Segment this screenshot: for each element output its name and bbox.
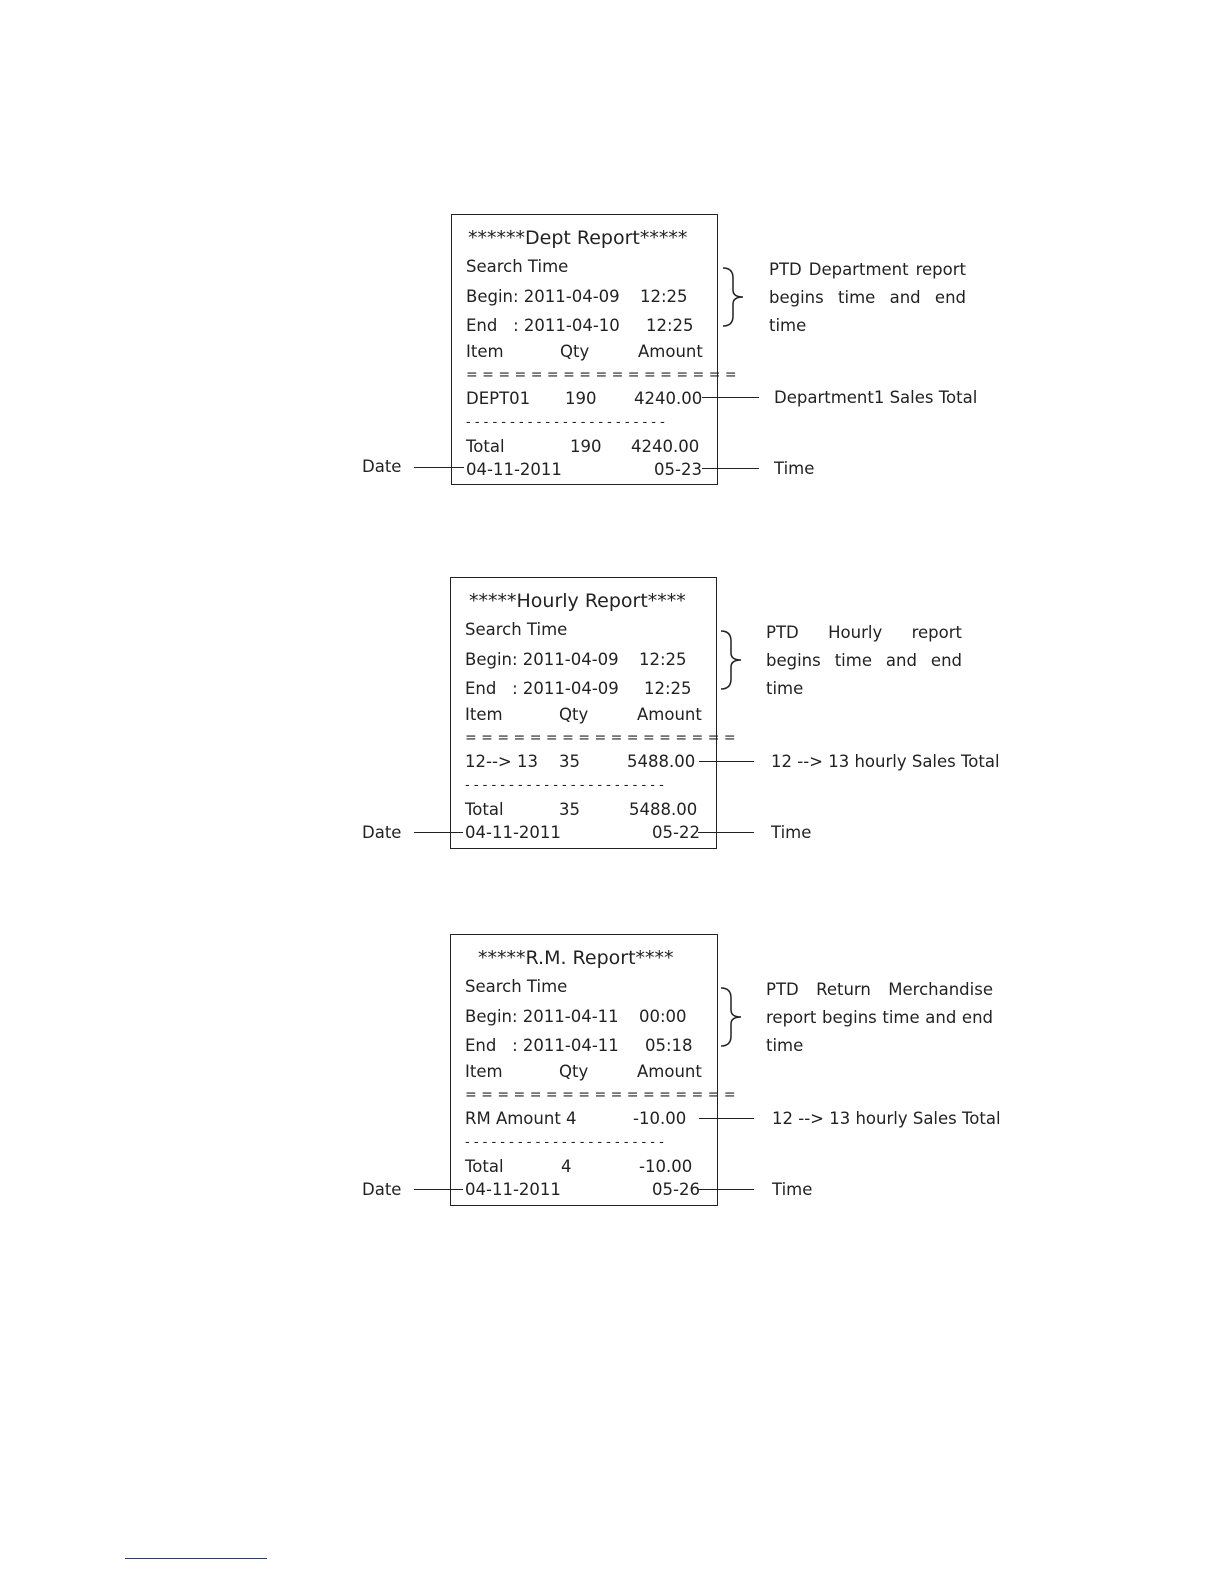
dept-report-receipt (451, 214, 737, 485)
row-callout-line (699, 761, 754, 762)
footer-date: 04-11-2011 (465, 823, 561, 842)
row-callout-label: 12 --> 13 hourly Sales Total (771, 752, 1000, 771)
rm-report-receipt (450, 934, 736, 1206)
footnote-rule (125, 1558, 267, 1559)
end-date: End : 2011-04-10 (466, 316, 620, 335)
description-line: PTD Hourly report (766, 623, 962, 642)
search-time-label: Search Time (465, 977, 568, 996)
footer-time: 05-22 (652, 823, 700, 842)
row-callout-line (699, 1118, 754, 1119)
begin-date: Begin: 2011-04-11 (465, 1007, 619, 1026)
single-rule: - - - - - - - - - - - - - - - - - - - - - - - (466, 415, 665, 430)
total-amount: -10.00 (639, 1157, 693, 1176)
description-line: PTD Department report (769, 260, 966, 279)
brace-icon (719, 986, 745, 1048)
description-line: report begins time and end (766, 1008, 993, 1027)
row-callout-label: 12 --> 13 hourly Sales Total (772, 1109, 1001, 1128)
search-time-label: Search Time (465, 620, 568, 639)
receipt-title: *****Hourly Report**** (469, 590, 686, 612)
description-line: time (766, 679, 804, 698)
column-amount: Amount (637, 1062, 702, 1081)
column-amount: Amount (637, 705, 702, 724)
row-qty: 190 (565, 389, 597, 408)
date-callout-line (414, 467, 464, 468)
row-amount: 4240.00 (634, 389, 703, 408)
description-line: time (766, 1036, 804, 1055)
hourly-report-receipt (450, 577, 736, 849)
total-label: Total (465, 1157, 504, 1176)
row-qty: 35 (559, 752, 580, 771)
begin-time: 00:00 (639, 1007, 687, 1026)
begin-time: 12:25 (640, 287, 688, 306)
double-rule: = = = = = = = = = = = = = = = = = (466, 367, 737, 383)
total-label: Total (465, 800, 504, 819)
time-callout-label: Time (772, 1180, 813, 1199)
brace-icon (721, 266, 747, 328)
column-item: Item (465, 705, 503, 724)
hourly-description (766, 619, 962, 703)
column-item: Item (465, 1062, 503, 1081)
brace-icon (719, 629, 745, 691)
dept-description (769, 256, 966, 340)
total-amount: 4240.00 (631, 437, 700, 456)
footer-date: 04-11-2011 (465, 1180, 561, 1199)
time-callout-label: Time (774, 459, 815, 478)
end-date: End : 2011-04-11 (465, 1036, 619, 1055)
rm-description (766, 976, 993, 1060)
row-amount: 5488.00 (627, 752, 696, 771)
footer-time: 05-23 (654, 460, 702, 479)
description-line: begins time and end (769, 288, 966, 307)
end-time: 05:18 (645, 1036, 693, 1055)
total-qty: 35 (559, 800, 580, 819)
description-line: begins time and end (766, 651, 962, 670)
single-rule: - - - - - - - - - - - - - - - - - - - - - - - (465, 778, 664, 793)
double-rule: = = = = = = = = = = = = = = = = = (465, 730, 736, 746)
row-item: DEPT01 (466, 389, 531, 408)
end-time: 12:25 (644, 679, 692, 698)
row-amount: -10.00 (633, 1109, 687, 1128)
description-line: PTD Return Merchandise (766, 980, 993, 999)
time-callout-line (698, 832, 754, 833)
date-callout-label: Date (362, 457, 402, 476)
search-time-label: Search Time (466, 257, 569, 276)
row-callout-line (702, 397, 759, 398)
time-callout-label: Time (771, 823, 812, 842)
date-callout-line (414, 832, 463, 833)
total-label: Total (466, 437, 505, 456)
receipt-title: *****R.M. Report**** (478, 947, 674, 969)
end-time: 12:25 (646, 316, 694, 335)
receipt-title: ******Dept Report***** (468, 227, 688, 249)
begin-time: 12:25 (639, 650, 687, 669)
footer-time: 05-26 (652, 1180, 700, 1199)
total-qty: 190 (570, 437, 602, 456)
column-qty: Qty (559, 705, 589, 724)
row-item: RM Amount 4 (465, 1109, 577, 1128)
column-qty: Qty (559, 1062, 589, 1081)
row-callout-label: Department1 Sales Total (774, 388, 978, 407)
footer-date: 04-11-2011 (466, 460, 562, 479)
description-line: time (769, 316, 807, 335)
date-callout-label: Date (362, 823, 402, 842)
begin-date: Begin: 2011-04-09 (466, 287, 620, 306)
time-callout-line (702, 468, 759, 469)
date-callout-line (414, 1189, 463, 1190)
double-rule: = = = = = = = = = = = = = = = = = (465, 1087, 736, 1103)
column-qty: Qty (560, 342, 590, 361)
begin-date: Begin: 2011-04-09 (465, 650, 619, 669)
single-rule: - - - - - - - - - - - - - - - - - - - - - - - (465, 1135, 664, 1150)
column-amount: Amount (638, 342, 703, 361)
total-amount: 5488.00 (629, 800, 698, 819)
end-date: End : 2011-04-09 (465, 679, 619, 698)
row-item: 12--> 13 (465, 752, 538, 771)
date-callout-label: Date (362, 1180, 402, 1199)
total-qty: 4 (561, 1157, 572, 1176)
time-callout-line (698, 1189, 754, 1190)
column-item: Item (466, 342, 504, 361)
